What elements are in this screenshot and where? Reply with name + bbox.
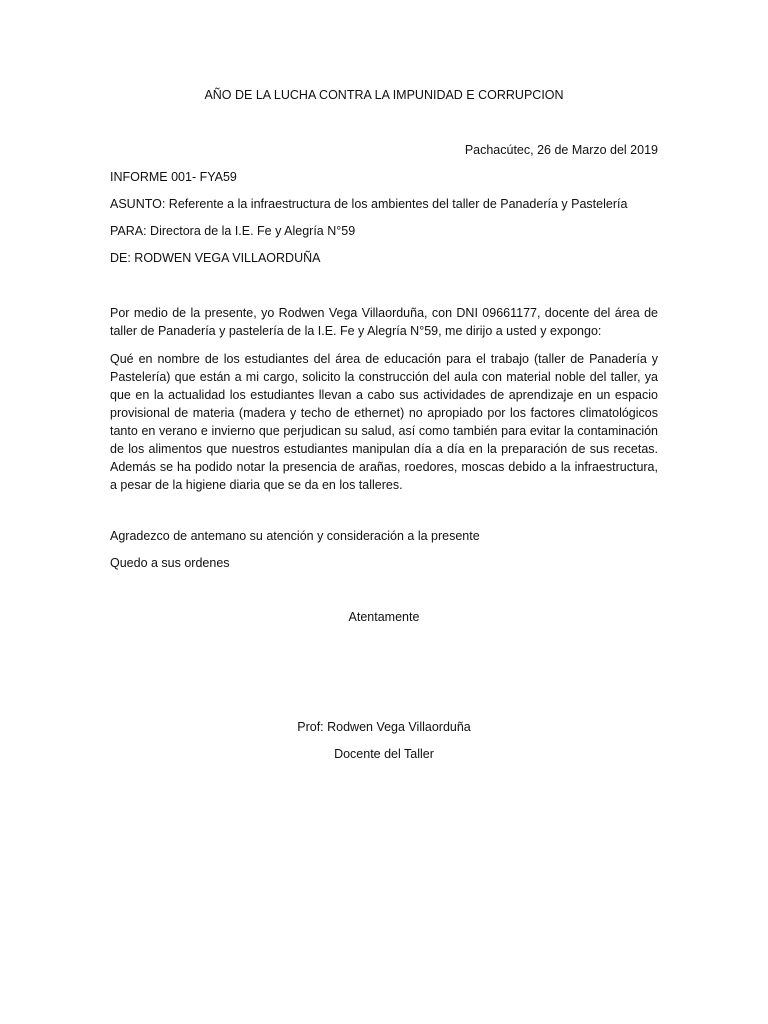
report-number: INFORME 001- FYA59 [110, 170, 237, 184]
year-header: AÑO DE LA LUCHA CONTRA LA IMPUNIDAD E CORRUPCION [204, 88, 564, 102]
signature-name: Prof: Rodwen Vega Villaorduña [297, 720, 471, 734]
sender-line: DE: RODWEN VEGA VILLAORDUÑA [110, 251, 321, 265]
thanks-line: Agradezco de antemano su atención y consideración a la presente [110, 529, 480, 543]
body-paragraph: Qué en nombre de los estudiantes del área de educación para el trabajo (taller de Panadería y Pastelería) que están a mi cargo, solicito la construcción del aula con material noble del taller, ya que en la actualidad los estudiantes llevan a cabo sus actividades de aprendizaje en un espacio provisional de materia (madera y techo de ethernet) no apropiado por los factores climatológicos tanto en verano e invierno que perjudican su salud, así como también para evitar la contaminación de los alimentos que nuestros estudiantes manipulan día a día en la preparación de sus recetas. Además se ha podido notar la presencia de arañas, roedores, moscas debido a la infraestructura, a pesar de la higiene diaria que se da en los talleres. [110, 352, 658, 492]
intro-paragraph: Por medio de la presente, yo Rodwen Vega Villaorduña, con DNI 09661177, docente del área de taller de Panadería y pastelería de la I.E. Fe y Alegría N°59, me dirijo a usted y expongo: [110, 306, 658, 338]
signature-role: Docente del Taller [334, 747, 434, 761]
place-date: Pachacútec, 26 de Marzo del 2019 [464, 143, 658, 157]
closing-line: Quedo a sus ordenes [110, 556, 230, 570]
recipient-line: PARA: Directora de la I.E. Fe y Alegría N°59 [110, 224, 356, 238]
subject-line: ASUNTO: Referente a la infraestructura de los ambientes del taller de Panadería y Pastelería [110, 197, 628, 211]
farewell: Atentamente [348, 610, 420, 624]
